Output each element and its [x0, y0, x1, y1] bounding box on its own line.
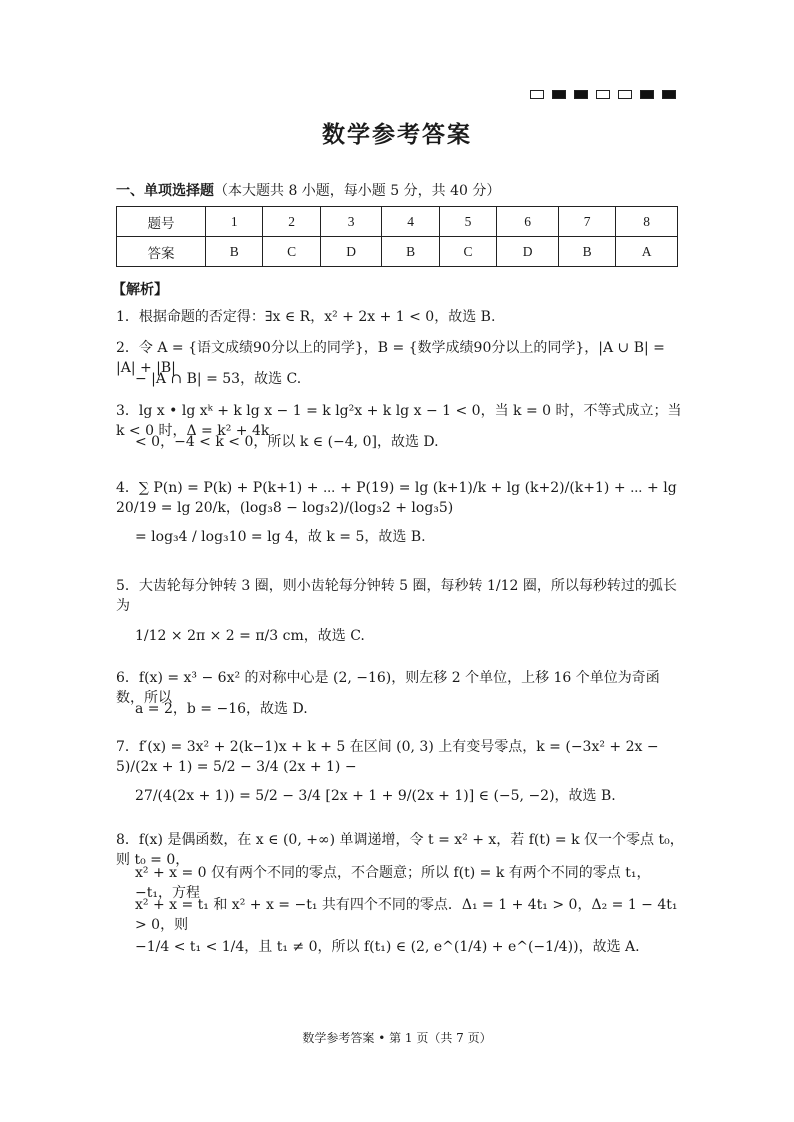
solution-8-line-2: x² + x = 0 仅有两个不同的零点，不合题意；所以 f(t) = k 有两个不同的零点 t₁，−t₁，方程: [135, 865, 651, 901]
table-row: [117, 237, 678, 267]
table-cell: 3: [320, 207, 382, 237]
table-cell: B: [382, 237, 439, 267]
header-mark: [552, 90, 566, 99]
solution-8-line-3: x² + x = t₁ 和 x² + x = −t₁ 共有四个不同的零点．Δ₁ = 1 + 4t₁ > 0，Δ₂ = 1 − 4t₁ > 0，则: [135, 897, 678, 933]
table-cell: A: [616, 237, 678, 267]
answer-table: [116, 206, 678, 267]
table-cell: 2: [263, 207, 320, 237]
solution-7-line-2: 27/(4(2x + 1)) = 5/2 − 3/4 [2x + 1 + 9/(2x + 1)] ∈ (−5, −2)，故选 B.: [135, 788, 616, 804]
table-cell: B: [206, 237, 263, 267]
page-footer: 数学参考答案 • 第 1 页（共 7 页）: [302, 1031, 492, 1045]
solution-5-line-2: 1/12 × 2π × 2 = π/3 cm，故选 C.: [135, 628, 365, 644]
solution-8-line-1: 8．f(x) 是偶函数，在 x ∈ (0, +∞) 单调递增，令 t = x² + x，若 f(t) = k 仅一个零点 t₀，则 t₀ = 0，: [116, 832, 684, 868]
table-cell: 7: [558, 207, 615, 237]
section-heading-label: 一、单项选择题: [116, 183, 214, 199]
header-mark: [574, 90, 588, 99]
table-cell: 5: [439, 207, 496, 237]
page-title: 数学参考答案: [322, 121, 472, 148]
table-row: [117, 207, 678, 237]
table-cell: B: [558, 237, 615, 267]
table-cell: 4: [382, 207, 439, 237]
solution-7-line-1: 7．f′(x) = 3x² + 2(k−1)x + k + 5 在区间 (0, 3) 上有变号零点，k = (−3x² + 2x − 5)/(2x + 1) = 5/2 − 3/4 (2x + 1) −: [116, 739, 659, 775]
solution-3-line-1: 3．lg x • lg xᵏ + k lg x − 1 = k lg²x + k lg x − 1 < 0，当 k = 0 时，不等式成立；当 k < 0 时，Δ = k² + 4k: [116, 403, 682, 439]
solution-6-line-2: a = 2，b = −16，故选 D.: [135, 701, 308, 717]
table-cell: 6: [497, 207, 559, 237]
header-mark: [596, 90, 610, 99]
solution-2-line-2: − |A ∩ B| = 53，故选 C.: [135, 371, 302, 387]
header-mark: [618, 90, 632, 99]
solution-2-line-1: 2．令 A = {语文成绩90分以上的同学}，B = {数学成绩90分以上的同学}，|A ∪ B| = |A| + |B|: [116, 340, 665, 376]
table-cell: 8: [616, 207, 678, 237]
table-cell: 1: [206, 207, 263, 237]
table-cell: D: [497, 237, 559, 267]
solution-4-line-1: 4．∑ P(n) = P(k) + P(k+1) + ⋯ + P(19) = lg (k+1)/k + lg (k+2)/(k+1) + ⋯ + lg 20/19 = lg 20/k，(log₃8 − log₃2)/(log₃2 + log₃5): [116, 480, 677, 516]
table-row-label: 题号: [117, 207, 206, 237]
section-heading: [116, 180, 500, 200]
table-cell: C: [439, 237, 496, 267]
header-mark: [530, 90, 544, 99]
solution-8-line-4: −1/4 < t₁ < 1/4，且 t₁ ≠ 0，所以 f(t₁) ∈ (2, e^(1/4) + e^(−1/4))，故选 A.: [135, 939, 640, 955]
header-mark: [662, 90, 676, 99]
solution-6-line-1: 6．f(x) = x³ − 6x² 的对称中心是 (2, −16)，则左移 2 个单位，上移 16 个单位为奇函数，所以: [116, 670, 660, 706]
solution-5-line-1: 5．大齿轮每分钟转 3 圈，则小齿轮每分钟转 5 圈，每秒转 1/12 圈，所以每秒转过的弧长为: [116, 578, 677, 614]
solution-3-line-2: < 0，−4 < k < 0，所以 k ∈ (−4, 0]，故选 D.: [135, 434, 439, 450]
table-cell: D: [320, 237, 382, 267]
table-cell: C: [263, 237, 320, 267]
header-mark: [640, 90, 654, 99]
header-marks: [530, 90, 676, 99]
section-heading-note: （本大题共 8 小题，每小题 5 分，共 40 分）: [214, 183, 501, 199]
table-row-label: 答案: [117, 237, 206, 267]
analysis-label: 【解析】: [112, 282, 168, 298]
solution-1: 1．根据命题的否定得：∃x ∈ R，x² + 2x + 1 < 0，故选 B.: [116, 309, 496, 325]
solution-4-line-2: = log₃4 / log₃10 = lg 4，故 k = 5，故选 B.: [135, 529, 426, 545]
